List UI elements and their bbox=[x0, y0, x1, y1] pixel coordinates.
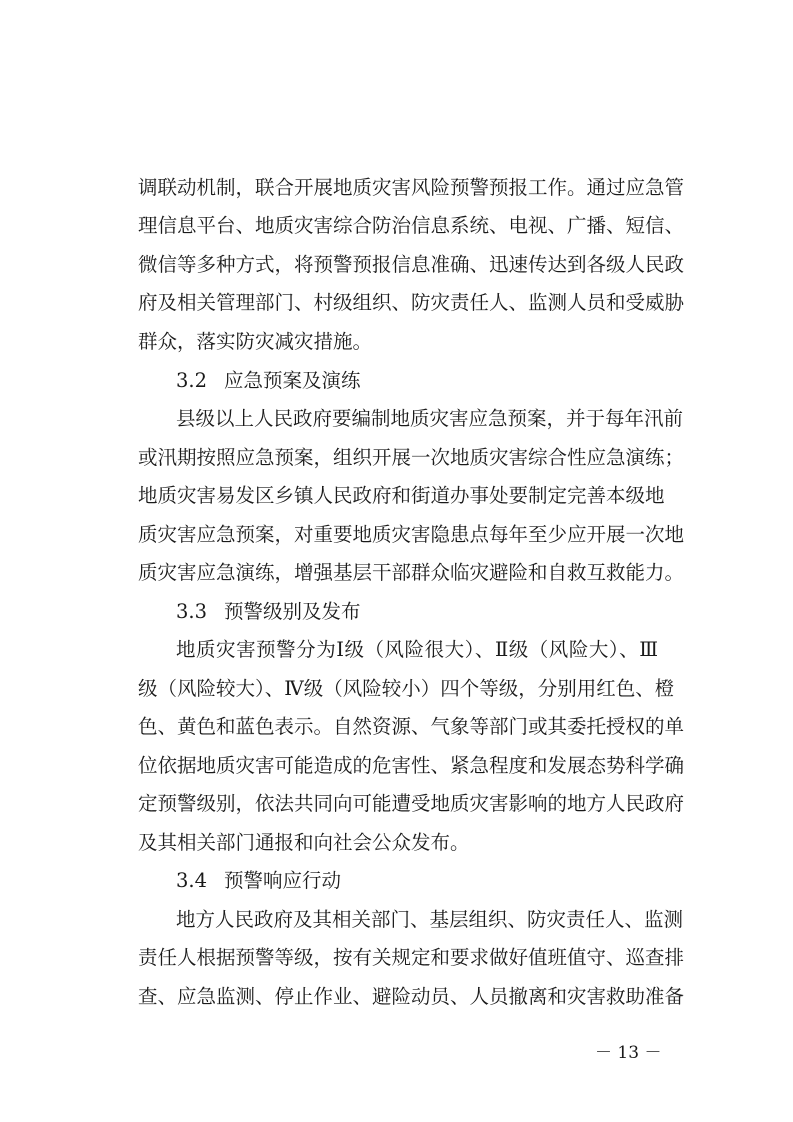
p1-line-2: 理信息平台、地质灾害综合防治信息系统、电视、广播、短信、 bbox=[138, 214, 685, 237]
p2-line-1: 县级以上人民政府要编制地质灾害应急预案，并于每年汛前 bbox=[176, 407, 684, 430]
section-3-2-heading bbox=[176, 368, 361, 394]
p4-line-1: 地方人民政府及其相关部门、基层组织、防灾责任人、监测 bbox=[176, 908, 684, 931]
p1-line-5: 群众，落实防灾减灾措施。 bbox=[138, 330, 373, 353]
section-3-4-heading bbox=[176, 868, 341, 894]
p2-line-3: 地质灾害易发区乡镇人民政府和街道办事处要制定完善本级地 bbox=[138, 484, 665, 507]
page-number: － 13 － bbox=[595, 1043, 662, 1063]
p3-line-2: 级（风险较大）、Ⅳ级（风险较小）四个等级，分别用红色、橙 bbox=[138, 677, 675, 700]
section-3-3-number: 3.3 bbox=[176, 600, 208, 623]
section-3-2-title: 应急预案及演练 bbox=[224, 369, 361, 392]
p3-line-4: 位依据地质灾害可能造成的危害性、紧急程度和发展态势科学确 bbox=[138, 754, 685, 777]
p3-line-5: 定预警级别，依法共同向可能遭受地质灾害影响的地方人民政府 bbox=[138, 792, 685, 815]
section-3-2-number: 3.2 bbox=[176, 369, 208, 392]
p1-line-1: 调联动机制，联合开展地质灾害风险预警预报工作。通过应急管 bbox=[138, 176, 685, 199]
section-3-3-title: 预警级别及发布 bbox=[224, 600, 361, 623]
section-3-4-title: 预警响应行动 bbox=[224, 869, 342, 892]
p2-line-2: 或汛期按照应急预案，组织开展一次地质灾害综合性应急演练； bbox=[138, 446, 685, 469]
p2-line-5: 质灾害应急演练，增强基层干部群众临灾避险和自救互救能力。 bbox=[138, 561, 685, 584]
p1-line-3: 微信等多种方式，将预警预报信息准确、迅速传达到各级人民政 bbox=[138, 253, 685, 276]
p3-line-1: 地质灾害预警分为Ⅰ级（风险很大）、Ⅱ级（风险大）、Ⅲ bbox=[176, 638, 658, 661]
p4-line-3: 查、应急监测、停止作业、避险动员、人员撤离和灾害救助准备 bbox=[138, 985, 685, 1008]
p3-line-6: 及其相关部门通报和向社会公众发布。 bbox=[138, 831, 470, 854]
section-3-3-heading bbox=[176, 599, 361, 625]
p3-line-3: 色、黄色和蓝色表示。自然资源、气象等部门或其委托授权的单 bbox=[138, 715, 685, 738]
section-3-4-number: 3.4 bbox=[176, 869, 208, 892]
p1-line-4: 府及相关管理部门、村级组织、防灾责任人、监测人员和受威胁 bbox=[138, 291, 685, 314]
p4-line-2: 责任人根据预警等级，按有关规定和要求做好值班值守、巡查排 bbox=[138, 946, 685, 969]
p2-line-4: 质灾害应急预案，对重要地质灾害隐患点每年至少应开展一次地 bbox=[138, 523, 685, 546]
